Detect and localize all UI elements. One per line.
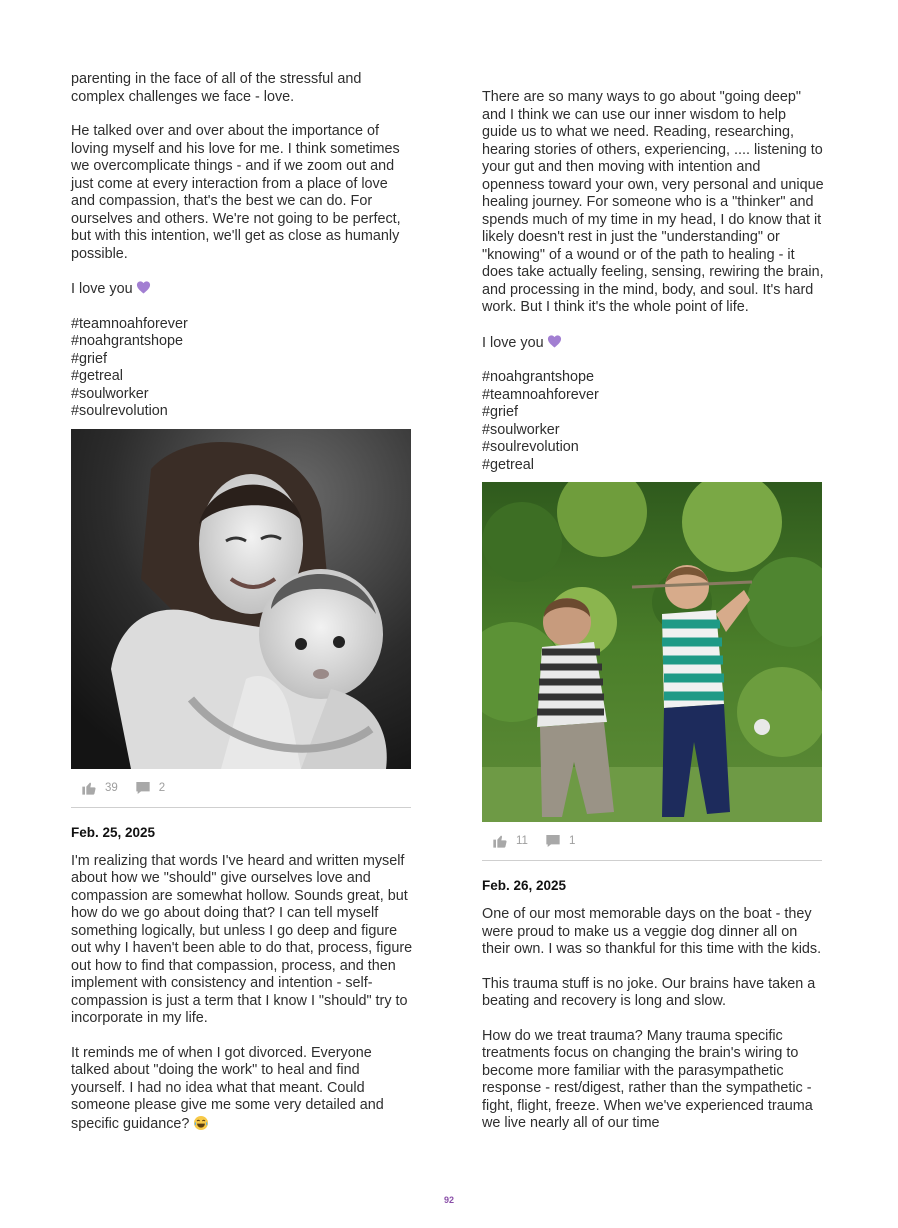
- comment-stat[interactable]: [135, 780, 165, 796]
- sign-off: [71, 280, 413, 299]
- hashtag[interactable]: #grief: [71, 350, 107, 367]
- comment-count: 2: [158, 781, 166, 794]
- sign-off: [482, 334, 824, 353]
- hashtag[interactable]: #teamnoahforever: [71, 315, 188, 332]
- hashtag-list: [71, 316, 413, 421]
- comment-stat[interactable]: [545, 833, 575, 849]
- left-column: [71, 71, 413, 1150]
- two-boys-photo: [482, 482, 822, 822]
- comment-bubble-icon: [545, 833, 561, 849]
- hashtag[interactable]: #noahgrantshope: [482, 369, 595, 385]
- post-stats: [71, 769, 411, 808]
- like-count: 39: [105, 781, 118, 794]
- paragraph: One of our most memorable days on the boat - they were proud to make us a veggie dog dinner all on their own. I was so thankful for this time with the kids.: [482, 906, 822, 957]
- comment-bubble-icon: [135, 780, 151, 796]
- laughing-crying-emoji-icon: [193, 1115, 209, 1131]
- sign-off-text: I love you: [482, 334, 544, 351]
- hashtag[interactable]: #soulrevolution: [71, 403, 168, 419]
- paragraph: There are so many ways to go about "going deep" and I think we can use our inner wisdom to help guide us to what we need. Reading, researching, hearing stories of others, experiencing, .... listening to your gut and then moving with intention and openness toward your own, very personal and unique healing journey. For someone who is a "thinker" and spends much of my time in my head, I do know that it likely doesn't rest in just the "understanding" or "knowing" of a wound or of the path to healing - it does take actually feeling, sensing, rewiring the brain, and processing in the mind, body, and soul. It's hard work. But I think it's the whole point of life.: [482, 89, 824, 315]
- hashtag-list: [482, 369, 824, 474]
- post-date: Feb. 25, 2025: [71, 824, 156, 840]
- hashtag[interactable]: #soulworker: [71, 385, 149, 402]
- paragraph: He talked over and over about the importance of loving myself and his love for me. I think sometimes we overcomplicate things - and if we zoom out and just come at every interaction from a place of love and compassion, that's the best we can do. For ourselves and others. We're not going to be perfect, but with this intention, we'll get as close as humanly possible.: [71, 123, 401, 262]
- like-stat[interactable]: [492, 833, 528, 849]
- like-count: 11: [516, 835, 528, 847]
- paragraph-text: It reminds me of when I got divorced. Everyone talked about "doing the work" to heal and find yourself. I had no idea what that meant. Could someone please give me some very detailed and specific guidance?: [71, 1044, 384, 1132]
- paragraph: I'm realizing that words I've heard and written myself about how we "should" give ourselves love and compassion are somewhat hollow. Sounds great, but how do we go about doing that? I can tell myself something logically, but unless I go deep and figure out why I haven't been able to do that, process, figure out how to find that compassion, process, and then implement with consistency and intention - self-compassion is just a term that I know I "should" try to incorporate in my life.: [71, 852, 413, 1026]
- paragraph: [71, 1045, 413, 1134]
- hashtag[interactable]: #getreal: [71, 368, 124, 384]
- purple-heart-icon: [547, 334, 562, 349]
- post-stats: [482, 822, 822, 861]
- hashtag[interactable]: #getreal: [482, 456, 535, 473]
- like-stat[interactable]: [81, 780, 118, 796]
- comment-count: 1: [568, 835, 576, 847]
- hashtag[interactable]: #soulrevolution: [482, 439, 579, 455]
- hashtag[interactable]: #teamnoahforever: [482, 386, 599, 403]
- two-boys-photo-image: [482, 482, 822, 822]
- hashtag[interactable]: #grief: [482, 404, 518, 420]
- hashtag[interactable]: #soulworker: [482, 421, 560, 438]
- paragraph: This trauma stuff is no joke. Our brains have taken a beating and recovery is long and slow.: [482, 975, 816, 1009]
- paragraph: How do we treat trauma? Many trauma specific treatments focus on changing the brain's wiring to become more familiar with the parasympathetic response - rest/digest, rather than the sympathetic - fight, flight, freeze. When we've experienced trauma we live nearly all of our time: [482, 1027, 813, 1131]
- purple-heart-icon: [136, 280, 151, 295]
- mother-baby-photo: [71, 429, 411, 769]
- thumbs-up-icon: [492, 833, 508, 849]
- page-number: 92: [443, 1195, 454, 1205]
- sign-off-text: I love you: [71, 281, 133, 297]
- mother-baby-photo-image: [71, 429, 411, 769]
- thumbs-up-icon: [81, 780, 97, 796]
- post-date: Feb. 26, 2025: [482, 878, 567, 893]
- right-column: [482, 89, 824, 1150]
- hashtag[interactable]: #noahgrantshope: [71, 333, 184, 349]
- paragraph: parenting in the face of all of the stressful and complex challenges we face - love.: [71, 71, 362, 105]
